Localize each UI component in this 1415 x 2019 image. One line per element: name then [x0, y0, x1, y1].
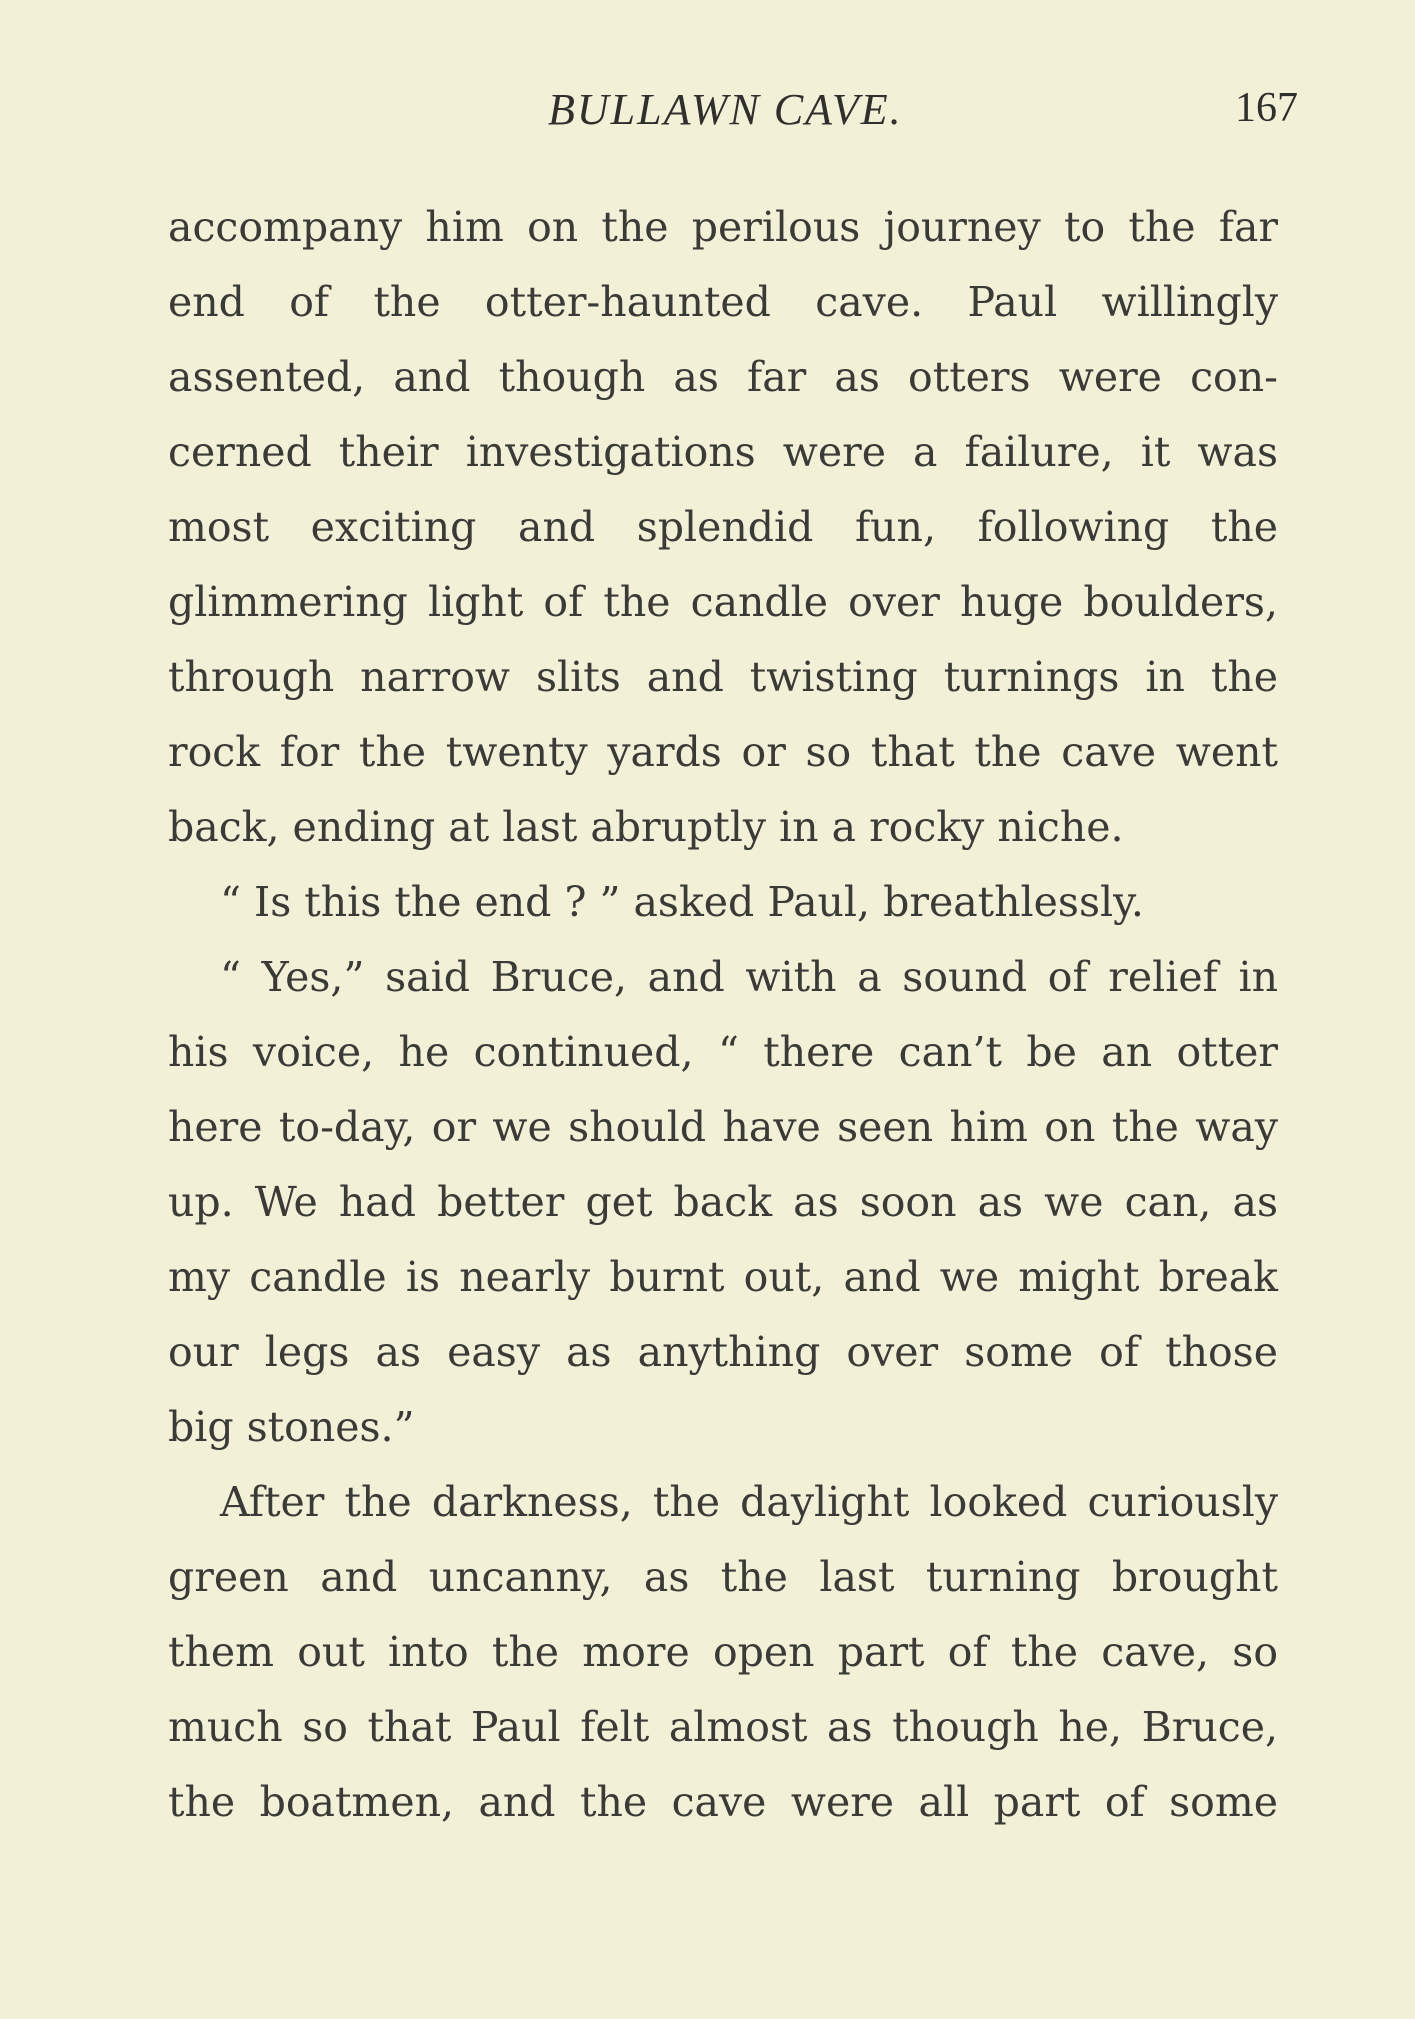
text-line: green and uncanny, as the last turning brought [168, 1553, 1278, 1601]
text-line: the boatmen, and the cave were all part of some [168, 1778, 1278, 1826]
text-line: end of the otter-haunted cave. Paul willingly [168, 278, 1278, 326]
body-text [168, 190, 1278, 1840]
text-line: “ Yes,” said Bruce, and with a sound of relief in [220, 953, 1278, 1001]
text-line: our legs as easy as anything over some of those [168, 1328, 1278, 1376]
running-title: BULLAWN CAVE. [548, 85, 903, 134]
text-line: glimmering light of the candle over huge boulders, [168, 578, 1278, 626]
text-line: his voice, he continued, “ there can’t be an otter [168, 1028, 1278, 1076]
text-line: through narrow slits and twisting turnings in the [168, 653, 1278, 701]
page-number: 167 [1235, 85, 1298, 131]
text-line: cerned their investigations were a failure, it was [168, 428, 1278, 476]
text-line: most exciting and splendid fun, following the [168, 503, 1278, 551]
text-line: much so that Paul felt almost as though he, Bruce, [168, 1703, 1278, 1751]
page-header [0, 84, 1415, 144]
text-line: “ Is this the end ? ” asked Paul, breathlessly. [220, 878, 1144, 926]
text-line: here to-day, or we should have seen him on the way [168, 1103, 1278, 1151]
text-line: them out into the more open part of the cave, so [168, 1628, 1278, 1676]
text-line: After the darkness, the daylight looked curiously [220, 1478, 1278, 1526]
text-line: assented, and though as far as otters were con- [168, 353, 1278, 401]
text-line: rock for the twenty yards or so that the cave went [168, 728, 1278, 776]
text-line: my candle is nearly burnt out, and we might break [168, 1253, 1278, 1301]
text-line: big stones.” [168, 1403, 415, 1451]
text-line: up. We had better get back as soon as we can, as [168, 1178, 1278, 1226]
text-line: back, ending at last abruptly in a rocky niche. [168, 803, 1124, 851]
text-line: accompany him on the perilous journey to the far [168, 203, 1278, 251]
